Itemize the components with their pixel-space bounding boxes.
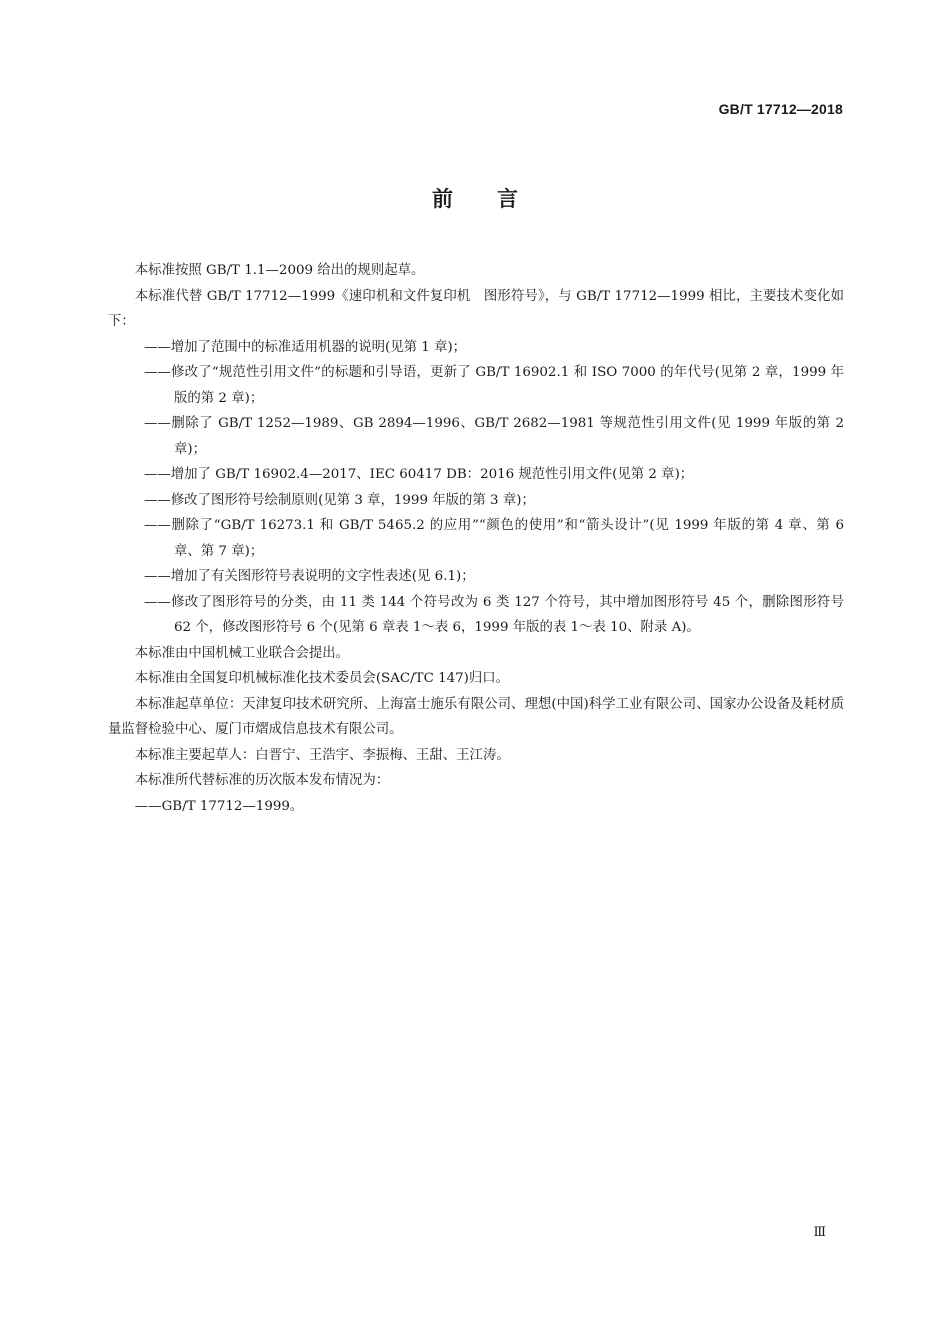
list-item: ——删除了“GB/T 16273.1 和 GB/T 5465.2 的应用”“颜色的使用”和“箭头设计”(见 1999 年版的第 4 章、第 6 章、第 7 章)；	[144, 518, 844, 559]
list-item: ——删除了 GB/T 1252—1989、GB 2894—1996、GB/T 2682—1981 等规范性引用文件(见 1999 年版的第 2 章)；	[144, 416, 844, 457]
list-item: ——增加了有关图形符号表说明的文字性表述(见 6.1)；	[144, 569, 475, 584]
list-item: ——增加了范围中的标准适用机器的说明(见第 1 章)；	[144, 339, 467, 355]
foreword-body	[108, 258, 844, 819]
page-number: Ⅲ	[813, 1225, 826, 1240]
paragraph: 本标准由中国机械工业联合会提出。	[134, 645, 350, 661]
paragraph: ——GB/T 17712—1999。	[134, 798, 304, 814]
paragraph: 本标准由全国复印机械标准化技术委员会(SAC/TC 147)归口。	[134, 671, 510, 686]
paragraph: 本标准按照 GB/T 1.1—2009 给出的规则起草。	[134, 263, 425, 278]
list-item: ——修改了图形符号的分类，由 11 类 144 个符号改为 6 类 127 个符号，其中增加图形符号 45 个，删除图形符号 62 个，修改图形符号 6 个(见第 6 章表 1～表 6，1999 年版的表 1～表 10、附录 A)。	[144, 594, 844, 635]
standard-number: GB/T 17712—2018	[718, 101, 843, 117]
paragraph: 本标准主要起草人：白晋宁、王浩宇、李振梅、王甜、王江涛。	[134, 747, 510, 763]
list-item: ——修改了“规范性引用文件”的标题和引导语，更新了 GB/T 16902.1 和 ISO 7000 的年代号(见第 2 章，1999 年版的第 2 章)；	[144, 365, 844, 406]
list-item: ——增加了 GB/T 16902.4—2017、IEC 60417 DB：2016 规范性引用文件(见第 2 章)；	[144, 467, 694, 482]
page-title: 前言	[432, 187, 562, 211]
paragraph: 本标准所代替标准的历次版本发布情况为：	[134, 773, 390, 788]
paragraph: 本标准起草单位：天津复印技术研究所、上海富士施乐有限公司、理想(中国)科学工业有限公司、国家办公设备及耗材质量监督检验中心、厦门市熠成信息技术有限公司。	[108, 696, 844, 737]
list-item: ——修改了图形符号绘制原则(见第 3 章，1999 年版的第 3 章)；	[144, 492, 535, 508]
paragraph: 本标准代替 GB/T 17712—1999《速印机和文件复印机 图形符号》，与 GB/T 17712—1999 相比，主要技术变化如下：	[108, 288, 844, 329]
